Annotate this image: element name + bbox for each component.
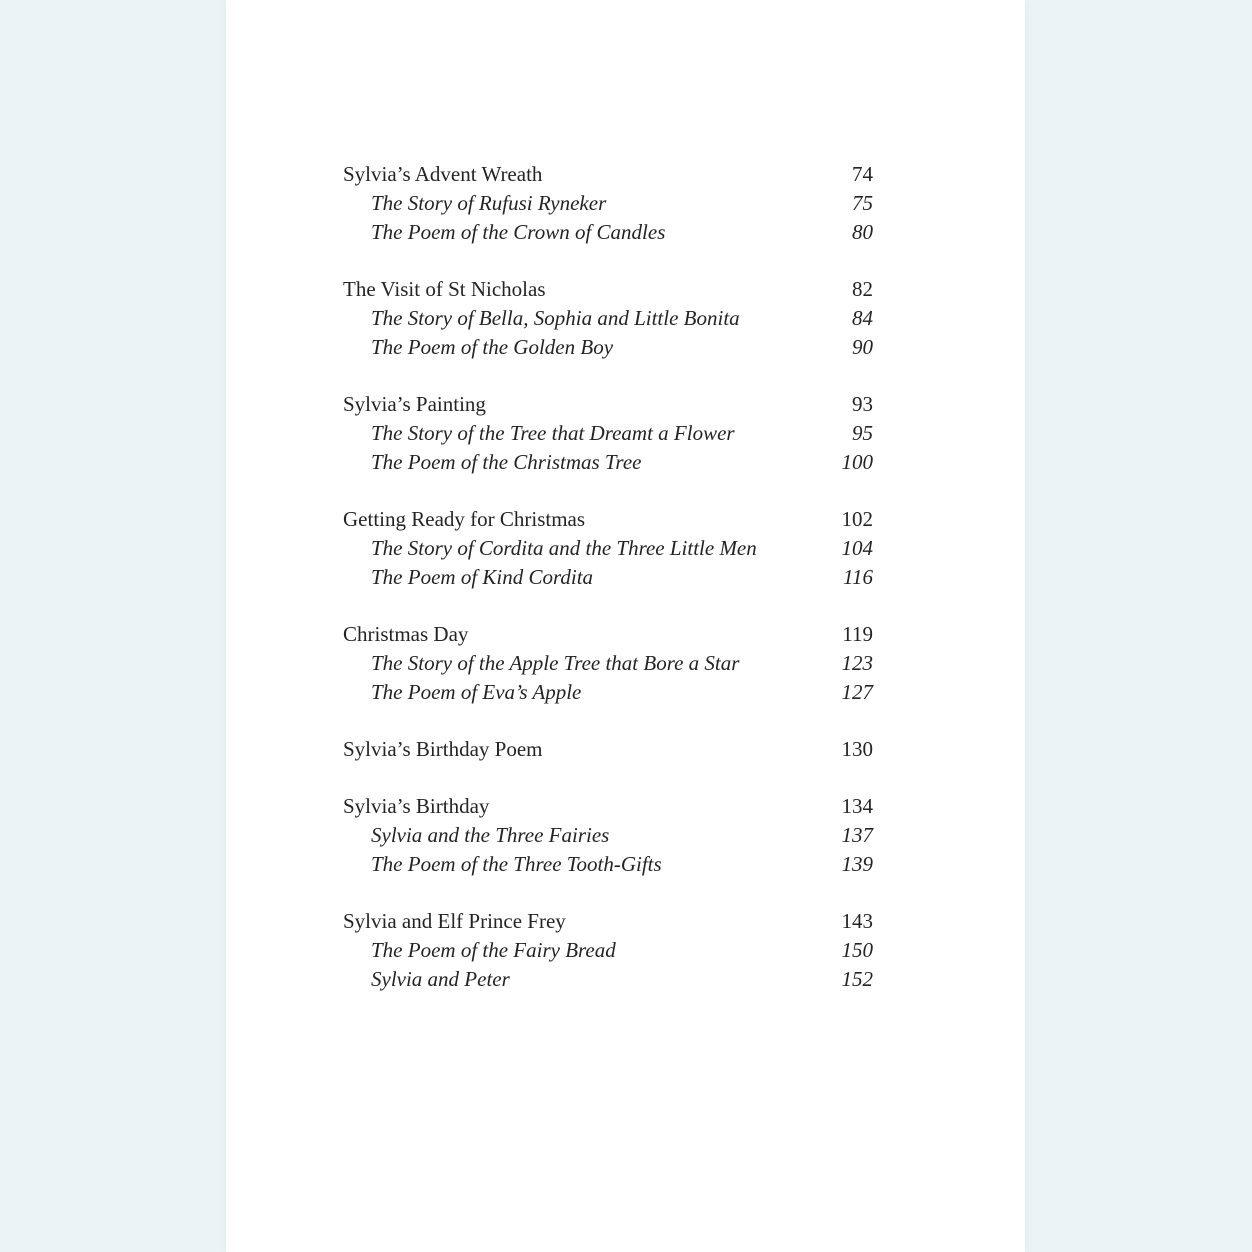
- toc-subitem-title: The Poem of Eva’s Apple: [371, 680, 582, 704]
- toc-section-row: [343, 390, 873, 419]
- toc-section-title: Getting Ready for Christmas: [343, 507, 586, 531]
- book-page: [226, 0, 1025, 1252]
- toc-subitems: [343, 419, 873, 477]
- toc-section-title: Sylvia’s Birthday: [343, 794, 490, 818]
- toc: [343, 160, 873, 994]
- toc-subitem: [343, 534, 873, 563]
- toc-section-title: Sylvia’s Birthday Poem: [343, 737, 543, 761]
- toc-subitem-page: 75: [852, 191, 873, 215]
- toc-section-page: 93: [852, 392, 873, 416]
- toc-subitems: [343, 189, 873, 247]
- toc-section-title: Sylvia’s Painting: [343, 392, 486, 416]
- toc-section-page: 130: [841, 737, 873, 761]
- toc-section-page: 143: [841, 909, 873, 933]
- toc-subitem: [343, 649, 873, 678]
- toc-section-title: The Visit of St Nicholas: [343, 277, 546, 301]
- toc-section-row: [343, 620, 873, 649]
- toc-subitem-title: The Poem of Kind Cordita: [371, 565, 594, 589]
- toc-subitem-page: 80: [852, 220, 873, 244]
- toc-subitem: [343, 563, 873, 592]
- toc-subitem-title: The Poem of the Three Tooth-Gifts: [371, 852, 662, 876]
- toc-subitem-page: 150: [841, 938, 873, 962]
- toc-subitem-title: Sylvia and Peter: [371, 967, 510, 991]
- toc-section-row: [343, 792, 873, 821]
- toc-section-row: [343, 275, 873, 304]
- toc-subitem-title: The Story of Bella, Sophia and Little Bonita: [371, 306, 740, 330]
- toc-subitem: [343, 218, 873, 247]
- toc-section: [343, 390, 873, 477]
- toc-subitem: [343, 965, 873, 994]
- toc-section: [343, 505, 873, 592]
- toc-subitem-page: 123: [841, 651, 873, 675]
- toc-subitem: [343, 850, 873, 879]
- toc-subitem: [343, 821, 873, 850]
- toc-section-page: 74: [852, 162, 873, 186]
- toc-section-page: 119: [842, 622, 873, 646]
- toc-subitems: [343, 821, 873, 879]
- toc-subitems: [343, 936, 873, 994]
- toc-subitem: [343, 189, 873, 218]
- toc-subitem-title: The Story of the Tree that Dreamt a Flower: [371, 421, 735, 445]
- toc-section-page: 102: [841, 507, 873, 531]
- toc-subitems: [343, 304, 873, 362]
- toc-section-row: [343, 160, 873, 189]
- toc-subitem: [343, 448, 873, 477]
- toc-subitem: [343, 678, 873, 707]
- toc-subitem-title: The Story of the Apple Tree that Bore a Star: [371, 651, 740, 675]
- toc-section-title: Christmas Day: [343, 622, 469, 646]
- toc-subitem-page: 90: [852, 335, 873, 359]
- toc-section-row: [343, 505, 873, 534]
- toc-section: [343, 160, 873, 247]
- toc-subitem-title: The Poem of the Golden Boy: [371, 335, 614, 359]
- toc-subitem-page: 137: [841, 823, 873, 847]
- toc-subitem-page: 127: [841, 680, 873, 704]
- toc-section: [343, 907, 873, 994]
- toc-subitem-title: The Story of Rufusi Ryneker: [371, 191, 607, 215]
- toc-subitems: [343, 649, 873, 707]
- toc-subitem-page: 152: [841, 967, 873, 991]
- toc-subitems: [343, 534, 873, 592]
- toc-subitem-page: 100: [841, 450, 873, 474]
- toc-section-title: Sylvia’s Advent Wreath: [343, 162, 543, 186]
- toc-section-row: [343, 907, 873, 936]
- toc-subitem: [343, 419, 873, 448]
- toc-subitem-title: The Poem of the Fairy Bread: [371, 938, 616, 962]
- toc-section: [343, 620, 873, 707]
- toc-section-page: 82: [852, 277, 873, 301]
- toc-subitem-title: The Story of Cordita and the Three Little Men: [371, 536, 757, 560]
- toc-subitem: [343, 936, 873, 965]
- toc-section-page: 134: [841, 794, 873, 818]
- toc-section-row: [343, 735, 873, 764]
- toc-subitem-title: The Poem of the Christmas Tree: [371, 450, 642, 474]
- toc-subitem-title: The Poem of the Crown of Candles: [371, 220, 666, 244]
- toc-section: [343, 275, 873, 362]
- toc-subitem-page: 95: [852, 421, 873, 445]
- toc-subitem: [343, 304, 873, 333]
- toc-subitem-page: 116: [843, 565, 873, 589]
- toc-subitem: [343, 333, 873, 362]
- toc-section: [343, 735, 873, 764]
- toc-subitem-page: 104: [841, 536, 873, 560]
- toc-subitem-page: 139: [841, 852, 873, 876]
- toc-subitem-page: 84: [852, 306, 873, 330]
- toc-section-title: Sylvia and Elf Prince Frey: [343, 909, 566, 933]
- toc-section: [343, 792, 873, 879]
- toc-subitem-title: Sylvia and the Three Fairies: [371, 823, 610, 847]
